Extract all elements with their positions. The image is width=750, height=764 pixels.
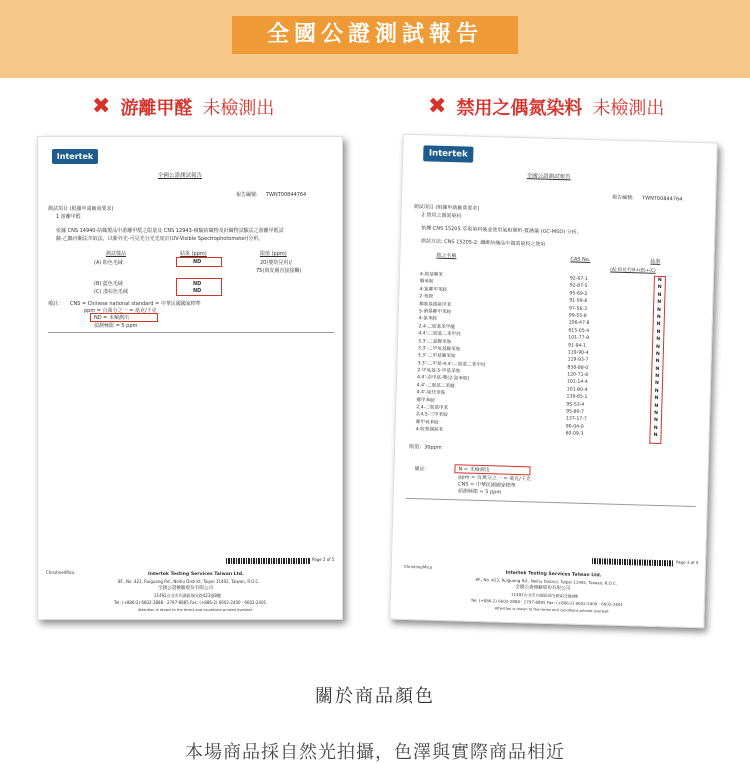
- cas-number: 101-77-9: [568, 335, 590, 342]
- result-a: ND: [193, 259, 202, 265]
- amine-name: 3,3'-二氯聯苯胺: [417, 338, 452, 345]
- header-banner: [0, 0, 750, 78]
- result-n: N: [654, 396, 659, 402]
- barcode: [226, 558, 310, 564]
- cross-icon: ✖: [92, 94, 111, 119]
- amine-name: 2-萘胺: [419, 294, 434, 300]
- company-phone: Tel: (+886-2) 6602-2888 · 2797-8885 Fax: (+886-2) 6602-2400 · 6602-2401: [470, 597, 624, 608]
- report-no-label: 報告編號:: [236, 192, 258, 198]
- cas-number: 139-65-1: [566, 394, 588, 401]
- result-n: N: [653, 433, 658, 439]
- amine-name: 2,4-二胺基苯甲醚: [418, 323, 456, 330]
- result-n: N: [655, 344, 660, 350]
- result-n: N: [655, 366, 660, 372]
- limit-note: 限值：30ppm: [409, 443, 442, 451]
- intertek-logo: Intertek: [423, 145, 473, 162]
- product-color-heading: 關於商品顏色: [315, 686, 435, 707]
- report-no: TWNT00844764: [266, 192, 307, 198]
- amine-name: 4-胺基聯苯: [419, 272, 443, 278]
- divider: [48, 332, 334, 333]
- note-cns: CNS = Chinese national standard = 中華民國國家標準: [70, 301, 201, 307]
- result-n: N: [656, 322, 661, 328]
- signature: Christine/Mico: [403, 563, 433, 570]
- intertek-logo: Intertek: [52, 149, 98, 164]
- limit-line-1: 20(嬰幼兒用)/: [260, 260, 292, 266]
- cas-number: 60-09-3: [565, 431, 584, 438]
- page-number: Page 3 of 5: [675, 559, 699, 566]
- amine-name: 2,4-二胺基甲苯: [416, 405, 449, 412]
- cas-number: 99-55-8: [568, 313, 587, 319]
- result-n-column: [649, 276, 666, 444]
- amine-name: 5-硝基鄰甲苯胺: [418, 309, 452, 316]
- amine-name: 4,4'-二胺基二苯甲烷: [418, 331, 461, 338]
- azo-dye-result: 未檢測出: [592, 98, 665, 119]
- company-name: Intertek Testing Services Taiwan Ltd.: [148, 572, 244, 577]
- note-lod: 偵測極限 = 5 ppm: [457, 488, 502, 496]
- note-n: N = 未檢測出: [458, 466, 490, 474]
- cas-number: 91-59-8: [569, 298, 588, 305]
- cas-number: 95-53-4: [566, 402, 585, 408]
- barcode: [592, 558, 674, 566]
- result-n: N: [656, 329, 661, 335]
- company-address: 8F., No. 423, Ruiguang Rd., Neihu District, Taipei 11492, Taiwan, R.O.C.: [475, 576, 617, 586]
- cas-number: 137-17-7: [565, 416, 587, 423]
- result-n: N: [655, 373, 660, 380]
- cas-number-list: [565, 275, 590, 438]
- note-cns: CNS = 中華民國國家標準: [457, 481, 516, 489]
- azo-dye-label: 禁用之偶氮染料: [456, 98, 583, 119]
- amine-name: 4-氯苯胺: [418, 316, 438, 323]
- note-nd: ND = 未檢測出: [94, 315, 129, 321]
- amine-name: 聯苯胺: [419, 279, 434, 286]
- formaldehyde-label: 游離甲醛: [120, 98, 193, 119]
- result-n: N: [657, 277, 662, 283]
- test-item-2: 2 禁用之偶氮染料: [421, 212, 462, 220]
- result-n: N: [655, 359, 660, 365]
- test-item-1: 1 游離甲醛: [56, 214, 81, 220]
- method-line-1: 依據 CNS 15205 萃取染料後並使用氣相層析-質譜儀 (GC-MSD) 分析。: [421, 225, 582, 236]
- method-line-2: 驗-乙醯丙酮法萃取法，以紫外光-可見光分光光度計(UV-Visible Spectrophotometer)分析。: [56, 236, 264, 242]
- report-title: 全國公證測試報告: [158, 173, 203, 179]
- footer-note: Attention is drawn to the terms and conditions printed overleaf.: [494, 606, 610, 614]
- amine-name: 3,3'-二甲基聯苯胺: [417, 353, 456, 360]
- sample-c: (C) 淺棕色毛絨: [94, 289, 128, 295]
- report-no-label: 報告編號:: [612, 194, 634, 202]
- cas-number: 95-80-7: [566, 409, 585, 415]
- cas-number: 120-71-8: [567, 372, 589, 379]
- col-cas: CAS No.: [570, 256, 591, 263]
- cas-number: 90-04-0: [565, 424, 584, 430]
- footer-note: Attention is drawn to the terms and conditions printed overleaf.: [138, 608, 253, 612]
- cas-number: 95-69-2: [569, 291, 588, 297]
- company-cn-name: 全國公證檢驗股份有限公司: [515, 585, 571, 592]
- company-cn-address: 11492台北市內湖區瑞光路423號8樓: [154, 593, 221, 598]
- banner-title: 全國公證測試報告: [232, 16, 518, 54]
- report-title: 全國公證測試報告: [526, 173, 571, 181]
- cas-number: 92-87-5: [569, 283, 588, 290]
- page-number: Page 2 of 5: [312, 557, 335, 562]
- result-n: N: [654, 410, 659, 416]
- col-result: 結果 (ppm): [180, 251, 207, 257]
- note-label: 備註：: [48, 301, 64, 307]
- formaldehyde-result: 未檢測出: [202, 98, 275, 119]
- company-cn-name: 全國公證檢驗股份有限公司: [158, 586, 214, 591]
- product-color-description: 本場商品採自然光拍攝，色澤與實際商品相近: [185, 742, 565, 763]
- company-address: 8F., No. 423, Ruiguang Rd., Neihu District, Taipei 11492, Taiwan, R.O.C.: [118, 579, 260, 584]
- amine-name: 2,4,5-三甲苯胺: [415, 412, 448, 419]
- col-result-sub: (A) 粉色毛絨+(B)+(C): [610, 267, 656, 274]
- note-lod: 偵測極限 = 5 ppm: [94, 323, 138, 329]
- signature: Christine/Mico: [46, 570, 75, 575]
- col-sample: 測試樣品: [106, 251, 127, 257]
- cas-number: 838-88-0: [567, 365, 589, 371]
- company-cn-address: 11492台北市內湖區瑞光路423號8樓: [510, 591, 578, 599]
- cas-number: 615-05-4: [568, 328, 590, 334]
- col-amine-name: 胺之名稱: [436, 252, 457, 260]
- method-line-1: 依據 CNS 14940-紡織製品中游離甲醛之限量及 CNS 12943-檢驗紡織物及針織物試驗法之游離甲醛試: [56, 228, 284, 234]
- test-item-label: 測試項目 (根據申請廠商要求): [413, 204, 480, 212]
- amine-name: 鄰甲苯胺: [416, 397, 435, 404]
- cas-number: 101-80-4: [566, 387, 588, 393]
- cross-icon: ✖: [428, 94, 447, 119]
- method-line-2: 測試方法: CNS 15205-2: 纖維紡織品中偶氮染料之使用: [420, 238, 546, 248]
- amine-name: 鄰胺基偶氮甲苯: [419, 301, 452, 308]
- result-n: N: [655, 351, 660, 357]
- amine-name: 3,3'-二甲基-4,4'-二胺基二苯甲烷: [417, 360, 486, 368]
- col-limit: 限值 (ppm): [260, 251, 287, 257]
- amine-name: 4,4'-亞甲基-雙(2-氯苯胺): [416, 375, 470, 383]
- amine-name: 2-甲氧基-5-甲基苯胺: [417, 368, 461, 375]
- divider: [406, 498, 696, 507]
- cas-number: 106-47-8: [568, 320, 590, 327]
- result-n: N: [656, 336, 661, 343]
- sample-a: (A) 粉色毛絨: [94, 260, 123, 266]
- formaldehyde-heading: [92, 94, 274, 120]
- result-n: N: [656, 314, 661, 320]
- result-n: N: [657, 285, 662, 291]
- cas-number: 119-93-7: [567, 357, 589, 364]
- azo-dye-test-report: [389, 134, 717, 629]
- note-label: 備註：: [414, 466, 430, 473]
- result-n: N: [657, 292, 662, 298]
- cas-number: 92-67-1: [569, 276, 588, 282]
- azo-dye-heading: [428, 94, 664, 120]
- note-ppm: ppm = 百萬分之一 = 毫克/千克: [84, 308, 157, 314]
- result-n: N: [654, 403, 659, 409]
- result-n: N: [653, 418, 658, 424]
- company-phone: Tel: (+886-2) 6602-2888 · 2797-8885 Fax: (+886-2) 6602-2400 · 6602-2401: [114, 600, 267, 605]
- sample-b: (B) 藍色毛絨: [94, 281, 123, 287]
- amine-name: 4-氯鄰甲苯胺: [419, 287, 448, 293]
- result-c: ND: [193, 288, 202, 294]
- result-n: N: [657, 307, 662, 313]
- formaldehyde-test-report: [37, 136, 343, 620]
- result-b: ND: [193, 281, 202, 287]
- cas-number: 119-90-4: [567, 350, 589, 356]
- cas-number: 91-94-1: [567, 342, 586, 349]
- amine-name: 4-胺基偶氮苯: [415, 427, 444, 434]
- result-n: N: [653, 425, 658, 431]
- amine-name: 4,4'-二胺基二苯醚: [416, 383, 455, 390]
- amine-name: 4,4'-硫代苯胺: [416, 390, 446, 397]
- result-n: N: [654, 381, 659, 387]
- note-ppm: ppm = 百萬分之一 = 毫克/千克: [458, 474, 531, 483]
- amine-name-list: [415, 271, 488, 435]
- result-n: N: [657, 300, 662, 306]
- report-no: TWNT00844764: [642, 195, 683, 203]
- col-result: 結果: [650, 258, 661, 265]
- test-item-label: 測試項目 (根據申請廠商要求): [48, 206, 114, 212]
- cas-number: 101-14-4: [566, 379, 588, 386]
- amine-name: 3,3'-二甲氧基聯苯胺: [417, 346, 461, 353]
- limit-line-2: 75(與皮膚直接接觸): [256, 268, 302, 274]
- cas-number: 97-56-3: [568, 305, 588, 312]
- result-n: N: [654, 388, 659, 394]
- amine-name: 鄰甲氧苯胺: [415, 419, 439, 426]
- company-name: Intertek Testing Services Taiwan Ltd.: [505, 570, 602, 579]
